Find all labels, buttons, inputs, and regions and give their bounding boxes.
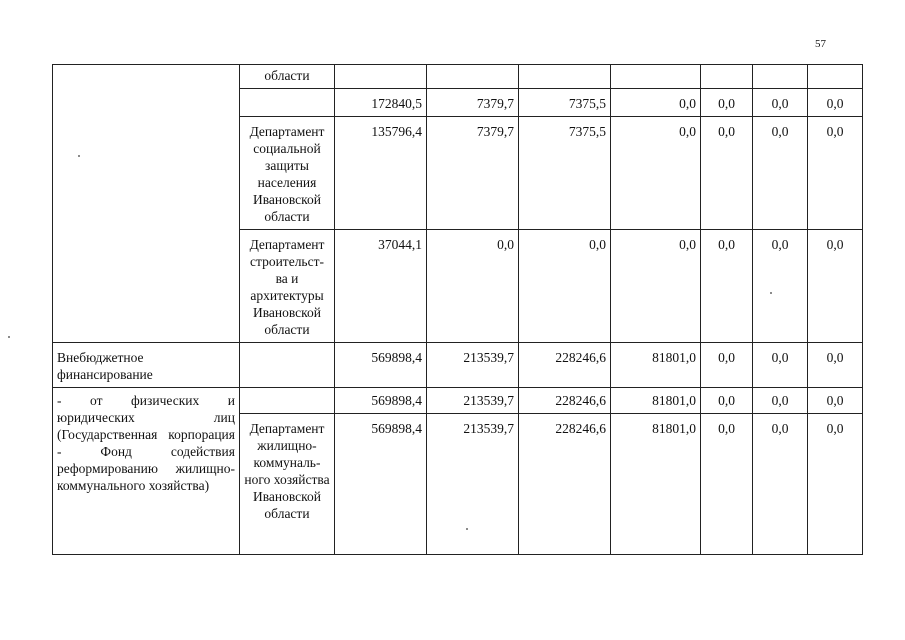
value-cell: 0,0	[753, 117, 808, 230]
value-cell: 172840,5	[335, 89, 427, 117]
value-cell	[701, 65, 753, 89]
scan-speck	[770, 292, 772, 294]
value-cell: 0,0	[701, 230, 753, 343]
value-cell	[753, 65, 808, 89]
value-cell: 0,0	[808, 89, 863, 117]
budget-table	[52, 64, 863, 555]
source-cell	[53, 65, 240, 343]
value-cell: 0,0	[611, 230, 701, 343]
table-row	[53, 343, 863, 388]
value-cell: 0,0	[519, 230, 611, 343]
value-cell: 0,0	[611, 89, 701, 117]
org-cell: области	[240, 65, 335, 89]
value-cell: 0,0	[427, 230, 519, 343]
org-cell: Департамент строительст-ва и архитектуры Ивановской области	[240, 230, 335, 343]
value-cell: 213539,7	[427, 388, 519, 414]
page-number: 57	[815, 38, 826, 50]
value-cell: 228246,6	[519, 414, 611, 555]
table-row	[53, 65, 863, 89]
value-cell: 0,0	[808, 117, 863, 230]
value-cell: 0,0	[701, 343, 753, 388]
value-cell: 81801,0	[611, 388, 701, 414]
value-cell: 228246,6	[519, 388, 611, 414]
value-cell: 135796,4	[335, 117, 427, 230]
value-cell: 0,0	[808, 230, 863, 343]
value-cell: 0,0	[808, 414, 863, 555]
value-cell: 0,0	[753, 230, 808, 343]
org-cell: Департамент социальной защиты населения Ивановской области	[240, 117, 335, 230]
value-cell: 0,0	[701, 117, 753, 230]
value-cell: 213539,7	[427, 343, 519, 388]
org-cell	[240, 89, 335, 117]
value-cell: 7379,7	[427, 89, 519, 117]
scan-speck	[466, 528, 468, 530]
value-cell	[519, 65, 611, 89]
value-cell: 7379,7	[427, 117, 519, 230]
value-cell: 0,0	[808, 343, 863, 388]
source-cell: - от физических и юридических лиц (Государственная корпорация - Фонд содействия реформированию жилищно-коммунального хозяйства)	[53, 388, 240, 555]
value-cell	[808, 65, 863, 89]
value-cell: 7375,5	[519, 89, 611, 117]
value-cell: 213539,7	[427, 414, 519, 555]
scan-speck	[8, 336, 10, 338]
value-cell: 569898,4	[335, 414, 427, 555]
value-cell: 37044,1	[335, 230, 427, 343]
value-cell: 7375,5	[519, 117, 611, 230]
org-cell	[240, 343, 335, 388]
table-row	[53, 388, 863, 414]
value-cell	[427, 65, 519, 89]
value-cell: 0,0	[753, 343, 808, 388]
value-cell: 81801,0	[611, 343, 701, 388]
value-cell	[335, 65, 427, 89]
source-cell: Внебюджетное финансирование	[53, 343, 240, 388]
value-cell: 0,0	[611, 117, 701, 230]
value-cell: 228246,6	[519, 343, 611, 388]
value-cell: 0,0	[808, 388, 863, 414]
value-cell: 569898,4	[335, 388, 427, 414]
value-cell: 0,0	[701, 89, 753, 117]
value-cell: 0,0	[701, 414, 753, 555]
value-cell: 81801,0	[611, 414, 701, 555]
scan-speck	[78, 155, 80, 157]
org-cell	[240, 388, 335, 414]
value-cell: 0,0	[753, 89, 808, 117]
value-cell: 0,0	[701, 388, 753, 414]
value-cell: 569898,4	[335, 343, 427, 388]
org-cell: Департамент жилищно-коммуналь-ного хозяйства Ивановской области	[240, 414, 335, 555]
value-cell: 0,0	[753, 414, 808, 555]
value-cell	[611, 65, 701, 89]
value-cell: 0,0	[753, 388, 808, 414]
